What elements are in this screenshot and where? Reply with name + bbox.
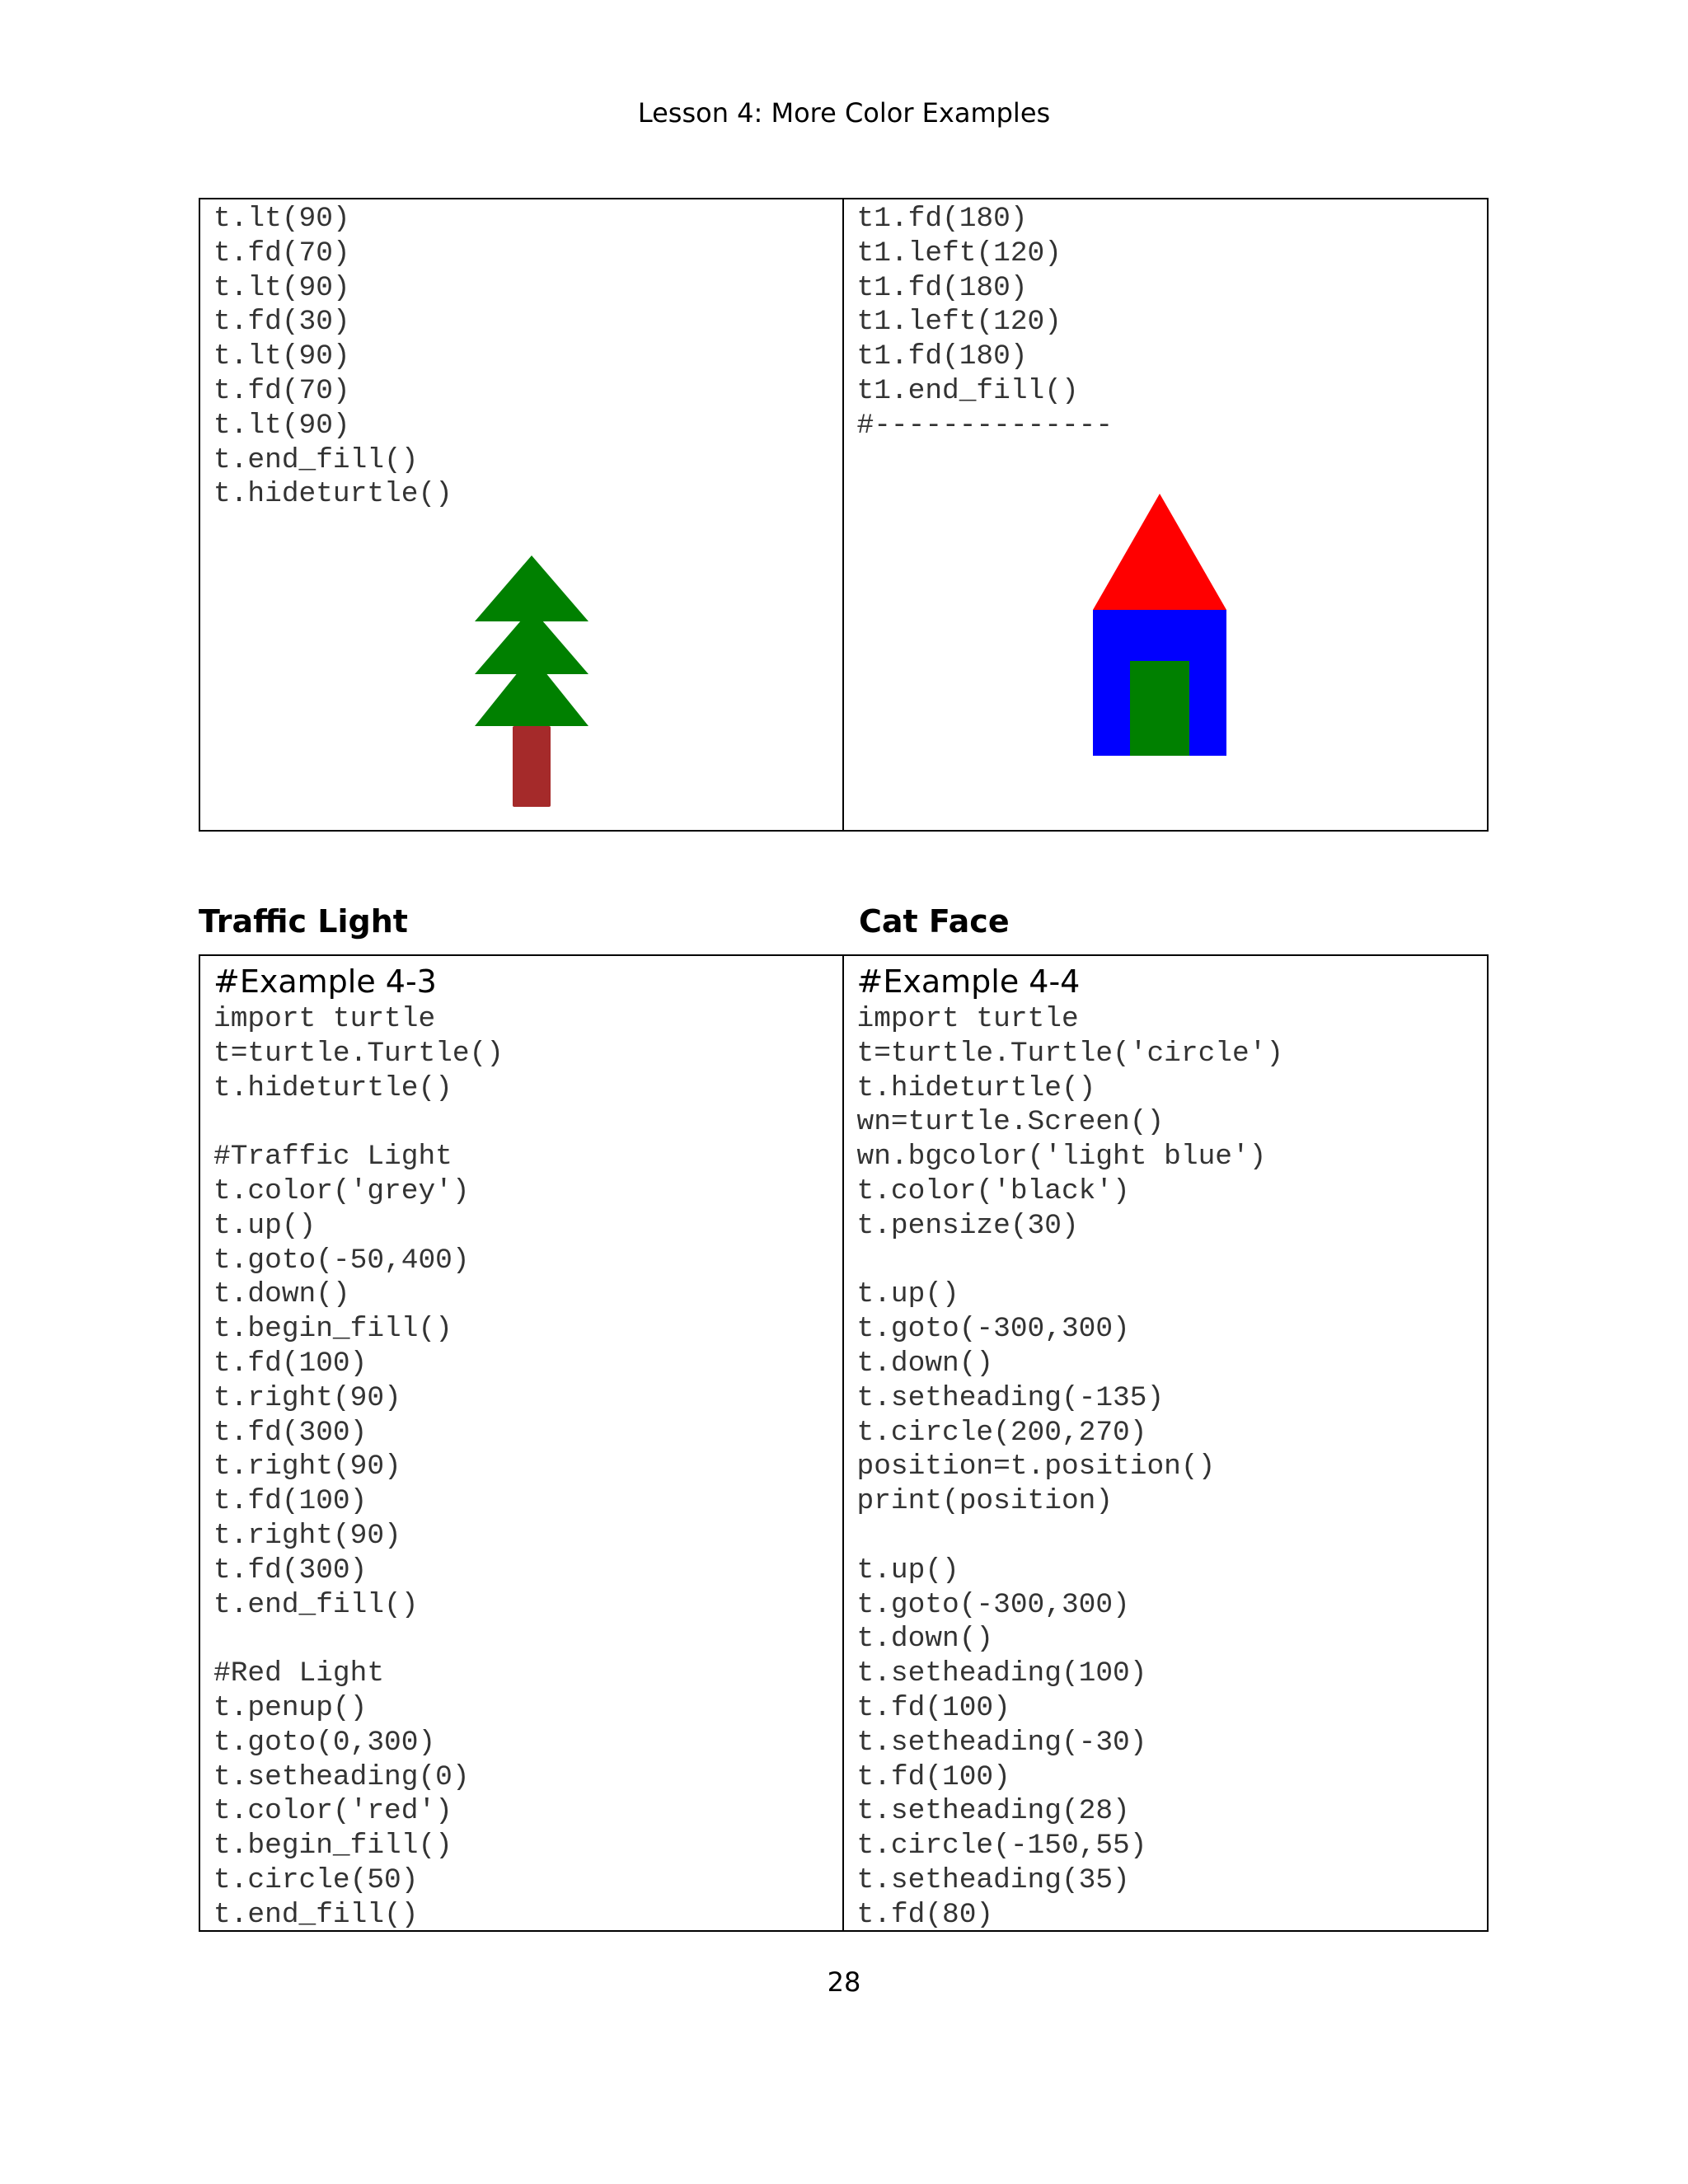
code-line: t.up()	[213, 1209, 316, 1242]
code-line: t.up()	[856, 1554, 959, 1586]
section-title-traffic-light: Traffic Light	[199, 903, 408, 940]
code-line: t.setheading(-135)	[856, 1381, 1165, 1414]
code-line: t.fd(70)	[213, 374, 350, 407]
top-code-table	[199, 198, 1489, 832]
code-line: wn=turtle.Screen()	[856, 1106, 1165, 1139]
code-line: import turtle	[856, 1003, 1079, 1035]
bottom-left-code-block	[213, 1002, 829, 1930]
code-line: t.right(90)	[213, 1381, 401, 1414]
code-line: t.lt(90)	[213, 409, 350, 442]
code-line: import turtle	[213, 1003, 436, 1035]
top-left-cell	[200, 199, 844, 830]
code-line: t.right(90)	[213, 1451, 401, 1483]
code-line: t.penup()	[213, 1691, 368, 1724]
code-line: t.lt(90)	[213, 340, 350, 373]
code-line: t.hideturtle()	[213, 1071, 452, 1104]
tree-trunk	[513, 726, 551, 807]
code-line: t.begin_fill()	[213, 1313, 452, 1346]
code-line: t.setheading(35)	[856, 1863, 1130, 1896]
code-line: t.pensize(30)	[856, 1209, 1079, 1242]
code-line: t.end_fill()	[213, 1898, 419, 1930]
code-line: t1.fd(180)	[856, 271, 1028, 304]
code-line: wn.bgcolor('light blue')	[856, 1141, 1267, 1174]
code-line: t.end_fill()	[213, 443, 419, 476]
tree-drawing	[448, 513, 613, 826]
example-heading-4-4: #Example 4-4	[856, 963, 1081, 1000]
top-right-cell	[844, 199, 1488, 830]
code-line: #Traffic Light	[213, 1141, 452, 1174]
code-line: t.fd(300)	[213, 1554, 368, 1586]
page-header-title: Lesson 4: More Color Examples	[637, 97, 1051, 129]
code-line: t.down()	[856, 1623, 994, 1656]
code-line: t.goto(-300,300)	[856, 1313, 1130, 1346]
code-line	[213, 1622, 829, 1657]
code-line: t.fd(70)	[213, 237, 350, 269]
code-line: t.fd(300)	[213, 1416, 368, 1449]
code-line: t.up()	[856, 1278, 959, 1311]
code-line: t.color('black')	[856, 1174, 1130, 1207]
code-line: t=turtle.Turtle()	[213, 1037, 504, 1070]
code-line: t.right(90)	[213, 1519, 401, 1552]
top-right-code-block	[857, 202, 1475, 443]
code-line	[857, 1244, 1475, 1278]
code-line: t.lt(90)	[213, 203, 350, 235]
code-line: t.setheading(28)	[856, 1795, 1130, 1828]
code-line: #Red Light	[213, 1657, 385, 1690]
code-line: t1.left(120)	[856, 237, 1062, 269]
code-line: t.fd(100)	[213, 1485, 368, 1518]
code-line: t1.fd(180)	[856, 340, 1028, 373]
example-heading-4-3: #Example 4-3	[213, 963, 437, 1000]
top-left-code-block	[213, 202, 829, 512]
code-line: position=t.position()	[856, 1451, 1216, 1483]
code-line: t.setheading(100)	[856, 1657, 1147, 1690]
code-line: t.lt(90)	[213, 271, 350, 304]
bottom-right-cell	[844, 956, 1488, 1930]
code-line: t.hideturtle()	[213, 478, 452, 511]
code-line: t.fd(100)	[856, 1691, 1010, 1724]
bottom-right-code-block	[857, 1002, 1475, 1930]
code-line: t.fd(100)	[213, 1347, 368, 1380]
code-line: t.fd(30)	[213, 306, 350, 339]
code-line: t.setheading(-30)	[856, 1726, 1147, 1759]
code-line: t.goto(-50,400)	[213, 1244, 470, 1277]
code-line: t.circle(-150,55)	[856, 1830, 1147, 1863]
code-line: t.circle(50)	[213, 1863, 419, 1896]
tree-tier-top	[475, 555, 588, 621]
code-line: #--------------	[856, 409, 1114, 442]
code-line: t.begin_fill()	[213, 1830, 452, 1863]
code-line: t.fd(80)	[856, 1898, 994, 1930]
code-line: t1.fd(180)	[856, 203, 1028, 235]
code-line: t.end_fill()	[213, 1588, 419, 1621]
code-line: t.fd(100)	[856, 1760, 1010, 1793]
code-line: print(position)	[856, 1485, 1114, 1518]
code-line: t.setheading(0)	[213, 1760, 470, 1793]
code-line: t.goto(0,300)	[213, 1726, 436, 1759]
bottom-left-cell	[200, 956, 844, 1930]
page-number: 28	[827, 1966, 861, 1998]
house-roof	[1093, 494, 1226, 610]
section-title-cat-face: Cat Face	[859, 903, 1010, 940]
code-line: t=turtle.Turtle('circle')	[856, 1037, 1284, 1070]
code-line: t.color('grey')	[213, 1174, 470, 1207]
code-line: t.down()	[856, 1347, 994, 1380]
code-line: t.hideturtle()	[856, 1071, 1096, 1104]
code-line: t.goto(-300,300)	[856, 1588, 1130, 1621]
house-drawing	[1076, 484, 1241, 756]
code-line	[213, 1105, 829, 1140]
code-line: t.down()	[213, 1278, 350, 1311]
code-line: t1.left(120)	[856, 306, 1062, 339]
house-door	[1130, 661, 1189, 756]
code-line: t.circle(200,270)	[856, 1416, 1147, 1449]
code-line	[857, 1519, 1475, 1554]
bottom-code-table	[199, 954, 1489, 1932]
code-line: t.color('red')	[213, 1795, 452, 1828]
code-line: t1.end_fill()	[856, 374, 1079, 407]
